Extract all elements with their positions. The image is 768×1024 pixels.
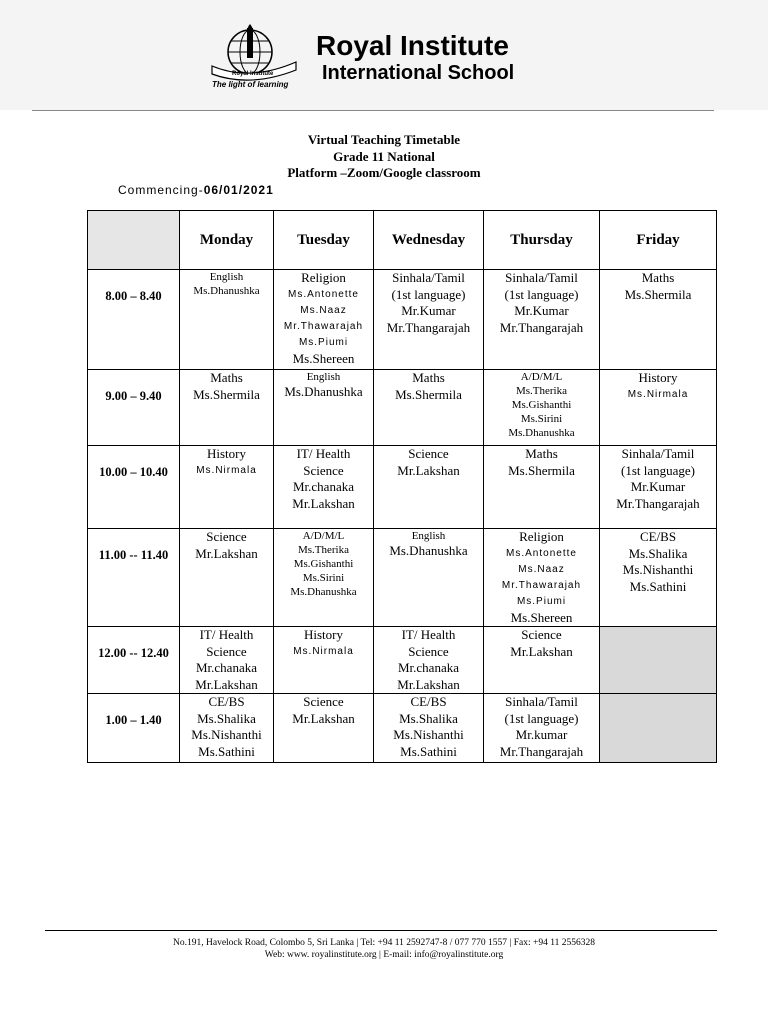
period-time: 12.00 -- 12.40 <box>88 627 180 694</box>
lesson-cell <box>274 529 374 627</box>
lesson-cell <box>600 370 717 446</box>
lesson-line: Ms.Sirini <box>520 413 563 425</box>
lesson-line: Ms.Shalika <box>628 545 688 561</box>
lesson-line: Religion <box>301 270 346 285</box>
timetable-row <box>88 370 717 446</box>
lesson-line: Sinhala/Tamil <box>392 270 465 285</box>
lesson-line: (1st language) <box>504 286 579 302</box>
lesson-line: Mr.Thangarajah <box>616 495 700 511</box>
lesson-cell <box>374 270 484 370</box>
period-time: 8.00 – 8.40 <box>88 270 180 370</box>
lesson-line: CE/BS <box>410 694 447 709</box>
lesson-line: Science <box>206 643 247 659</box>
lesson-line: Mr.Lakshan <box>292 495 355 511</box>
lesson-cell <box>484 694 600 763</box>
lesson-line: Science <box>408 643 449 659</box>
lesson-line: Ms.Dhanushka <box>284 384 363 399</box>
lesson-line: Ms.Nishanthi <box>393 727 464 742</box>
lesson-line: Mr.Lakshan <box>195 545 258 561</box>
period-time: 10.00 – 10.40 <box>88 446 180 529</box>
lesson-line: Mr.Lakshan <box>195 676 258 692</box>
lesson-line: English <box>209 271 244 283</box>
lesson-line: Ms.Sathini <box>400 743 457 759</box>
lesson-cell <box>600 627 717 694</box>
lesson-cell <box>374 627 484 694</box>
lesson-line: Mr.kumar <box>515 727 568 742</box>
lesson-line: Ms.Nirmala <box>627 388 689 400</box>
period-time: 11.00 -- 11.40 <box>88 529 180 627</box>
lesson-cell <box>180 529 274 627</box>
lesson-line: Science <box>206 529 247 544</box>
lesson-cell <box>484 270 600 370</box>
day-header: Tuesday <box>274 211 374 270</box>
lesson-line: Mr.Kumar <box>630 479 686 494</box>
timetable-row <box>88 529 717 627</box>
svg-text:Royal Institute: Royal Institute <box>232 71 274 77</box>
header-divider <box>32 110 714 111</box>
lesson-line: Ms.Shermila <box>395 386 462 402</box>
lesson-line: Ms.Therika <box>515 385 567 397</box>
lesson-line: Mr.Thawarajah <box>283 320 364 332</box>
lesson-line: Ms.Dhanushka <box>290 586 357 598</box>
timetable-row <box>88 270 717 370</box>
lesson-line: IT/ Health <box>401 627 456 642</box>
lesson-line: Mr.Thangarajah <box>386 319 471 335</box>
lesson-line: A/D/M/L <box>302 530 345 542</box>
footer-divider <box>45 930 717 931</box>
lesson-line: Ms.Sathini <box>629 578 687 594</box>
footer-address: No.191, Havelock Road, Colombo 5, Sri Lanka | Tel: +94 11 2592747-8 / 077 770 1557 | Fax: +94 11 2556328 <box>173 938 595 948</box>
lesson-line: IT/ Health <box>199 627 254 642</box>
lesson-cell <box>484 529 600 627</box>
lesson-line: Ms.Shermila <box>624 286 692 302</box>
lesson-line: Ms.Gishanthi <box>293 558 354 570</box>
lesson-cell <box>374 529 484 627</box>
lesson-line: Ms.Shermila <box>193 386 260 402</box>
footer-web: Web: www. royalinstitute.org | E-mail: info@royalinstitute.org <box>264 950 504 960</box>
lesson-line: Mr.Thangarajah <box>499 743 584 759</box>
lesson-line: Ms.Piumi <box>516 595 567 607</box>
lesson-line: Science <box>303 462 344 478</box>
title-line2: Grade 11 National <box>333 148 435 164</box>
lesson-line: Science <box>521 627 562 642</box>
lesson-line: (1st language) <box>620 462 695 478</box>
day-header: Wednesday <box>374 211 484 270</box>
lesson-cell <box>180 370 274 446</box>
lesson-cell <box>600 529 717 627</box>
lesson-cell <box>180 694 274 763</box>
period-time: 9.00 – 9.40 <box>88 370 180 446</box>
lesson-cell <box>274 627 374 694</box>
lesson-cell <box>374 446 484 529</box>
lesson-line: Mr.chanaka <box>292 479 354 494</box>
lesson-cell <box>274 694 374 763</box>
lesson-line: (1st language) <box>391 286 466 302</box>
lesson-line: Maths <box>525 446 558 461</box>
commencing-value: 06/01/2021 <box>203 183 274 197</box>
lesson-line: Mr.Lakshan <box>292 710 355 726</box>
timetable-row <box>88 694 717 763</box>
lesson-line: Ms.Sathini <box>198 743 255 759</box>
lesson-line: Ms.Gishanthi <box>511 399 572 411</box>
lesson-line: IT/ Health <box>296 446 351 461</box>
lesson-line: Ms.Shereen <box>292 350 355 366</box>
lesson-cell <box>600 694 717 763</box>
lesson-line: (1st language) <box>504 710 579 726</box>
lesson-line: Mr.chanaka <box>397 660 459 675</box>
lesson-line: Ms.Naaz <box>300 304 347 316</box>
lesson-line: Ms.Nishanthi <box>191 727 262 742</box>
lesson-cell <box>600 446 717 529</box>
timetable-corner-cell <box>88 211 180 270</box>
lesson-cell <box>274 370 374 446</box>
school-name-line1: Royal Institute <box>316 30 509 61</box>
lesson-cell <box>274 446 374 529</box>
lesson-line: Maths <box>210 370 243 385</box>
lesson-line: Maths <box>641 270 675 285</box>
lesson-line: Ms.Shalika <box>399 710 458 726</box>
lesson-line: Mr.Lakshan <box>510 643 573 659</box>
lesson-line: Mr.Kumar <box>514 303 569 318</box>
lesson-line: History <box>638 370 678 385</box>
lesson-line: A/D/M/L <box>520 371 563 383</box>
lesson-line: Sinhala/Tamil <box>505 270 578 285</box>
lesson-line: Ms.Naaz <box>518 563 565 575</box>
lesson-line: Religion <box>519 529 564 544</box>
lesson-line: Ms.Nishanthi <box>622 562 694 577</box>
lesson-line: Ms.Nirmala <box>293 645 354 657</box>
lesson-line: Ms.Shalika <box>197 710 256 726</box>
lesson-line: Mr.chanaka <box>195 660 257 675</box>
lesson-line: Ms.Piumi <box>298 336 349 348</box>
period-time: 1.00 – 1.40 <box>88 694 180 763</box>
lesson-line: Mr.Kumar <box>401 303 456 318</box>
lesson-cell <box>274 270 374 370</box>
lesson-cell <box>484 627 600 694</box>
lesson-line: CE/BS <box>639 529 677 544</box>
timetable-row <box>88 446 717 529</box>
lesson-line: Ms.Nirmala <box>196 464 257 476</box>
commencing-label: Commencing- <box>118 183 204 197</box>
timetable <box>87 210 717 763</box>
lesson-cell <box>484 446 600 529</box>
commencing-date <box>118 183 274 197</box>
lesson-line: Ms.Dhanushka <box>389 543 468 558</box>
timetable-row <box>88 627 717 694</box>
lesson-cell <box>374 370 484 446</box>
timetable-header-row <box>88 211 717 270</box>
day-header: Thursday <box>484 211 600 270</box>
lesson-line: Maths <box>412 370 445 385</box>
lesson-line: Science <box>303 694 344 709</box>
lesson-line: English <box>411 530 446 542</box>
lesson-line: Ms.Sirini <box>302 572 345 584</box>
lesson-line: Ms.Therika <box>297 544 349 556</box>
lesson-cell <box>374 694 484 763</box>
lesson-line: History <box>304 627 343 642</box>
lesson-cell <box>180 446 274 529</box>
lesson-line: Mr.Thangarajah <box>499 319 584 335</box>
lesson-line: Ms.Dhanushka <box>508 427 575 439</box>
lesson-line: Ms.Antonette <box>506 547 577 559</box>
logo-tagline: The light of learning <box>212 80 289 89</box>
lesson-line: CE/BS <box>208 694 245 709</box>
lesson-cell <box>600 270 717 370</box>
lesson-cell <box>180 627 274 694</box>
lesson-line: Mr.Thawarajah <box>501 579 582 591</box>
title-line1: Virtual Teaching Timetable <box>307 132 461 147</box>
lesson-line: Ms.Shermila <box>508 462 575 478</box>
lesson-cell <box>484 370 600 446</box>
day-header: Friday <box>600 211 717 270</box>
lesson-line: Ms.Dhanushka <box>193 285 260 297</box>
lesson-line: Mr.Lakshan <box>397 462 460 478</box>
lesson-line: Mr.Lakshan <box>397 676 460 692</box>
lesson-line: History <box>207 446 246 461</box>
document-titles <box>0 132 768 182</box>
lesson-line: Science <box>408 446 449 461</box>
footer <box>0 937 768 961</box>
school-name-line2: International School <box>322 62 515 84</box>
lesson-cell <box>180 270 274 370</box>
lesson-line: Ms.Antonette <box>288 288 359 300</box>
lesson-line: English <box>306 371 341 383</box>
title-line3: Platform –Zoom/Google classroom <box>287 165 481 180</box>
lesson-line: Sinhala/Tamil <box>621 446 695 461</box>
school-name <box>316 30 514 84</box>
day-header: Monday <box>180 211 274 270</box>
lesson-line: Ms.Shereen <box>510 609 573 625</box>
lesson-line: Sinhala/Tamil <box>505 694 578 709</box>
